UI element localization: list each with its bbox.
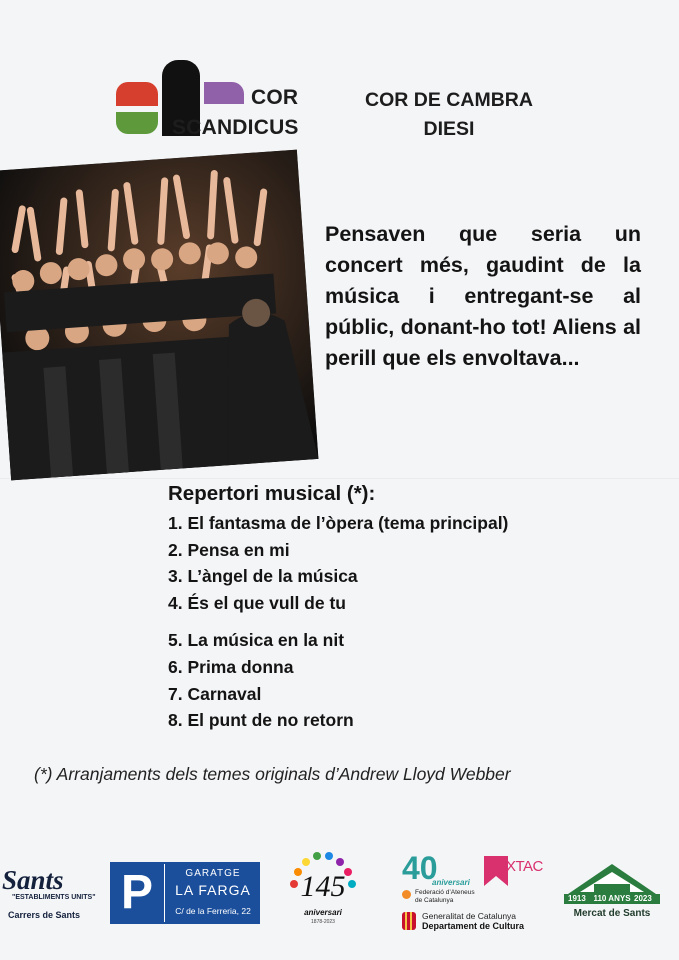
ateneus-org1: Federació d’Ateneus xyxy=(415,889,475,896)
xtac-logo xyxy=(484,856,542,896)
song-item: 7. Carnaval xyxy=(168,683,262,704)
song-item: 2. Pensa en mi xyxy=(168,539,290,560)
aniversari-number: 145 xyxy=(300,870,346,903)
sants-subtitle: Carrers de Sants xyxy=(8,910,81,920)
aniversari-years: 1878-2023 xyxy=(311,919,335,925)
paper-fold xyxy=(0,478,679,479)
mercat-name: Mercat de Sants xyxy=(573,908,651,919)
ateneus-org2: de Catalunya xyxy=(415,897,454,904)
garatge-line2: LA FARGA xyxy=(175,882,251,898)
green-bar xyxy=(116,112,158,134)
garatge-la-farga-logo xyxy=(110,862,260,924)
repertoire-title: Repertori musical (*): xyxy=(168,482,376,505)
song-item: 6. Prima donna xyxy=(168,656,294,677)
mercat-anniversary: 110 ANYS xyxy=(593,894,631,903)
choir-line2: DIESI xyxy=(423,118,475,140)
garatge-line1: GARATGE xyxy=(185,868,241,879)
song-item: 1. El fantasma de l’òpera (tema principal) xyxy=(168,513,509,533)
aniversari-label: aniversari xyxy=(304,908,342,917)
aniversari-145-logo xyxy=(288,850,358,928)
xtac-name: XTAC xyxy=(506,858,543,875)
ateneus-icon xyxy=(402,890,411,899)
song-item: 3. L’àngel de la música xyxy=(168,566,358,587)
generalitat-line2: Departament de Cultura xyxy=(422,921,525,931)
sants-name: Sants xyxy=(2,865,64,895)
mercat-de-sants-logo xyxy=(564,862,660,930)
logo-line1: COR xyxy=(251,86,299,109)
ateneus-label: aniversari xyxy=(432,878,470,887)
choir-illustration xyxy=(0,150,318,481)
garatge-address: C/ de la Ferreria, 22 xyxy=(175,906,251,916)
song-list xyxy=(168,510,508,734)
purple-bar xyxy=(204,82,244,104)
footnote: (*) Arranjaments dels temes originals d’Andrew Lloyd Webber xyxy=(34,764,511,784)
song-item: 4. És el que vull de tu xyxy=(168,592,346,613)
parking-letter: P xyxy=(120,866,153,919)
choir-line1: COR DE CAMBRA xyxy=(365,89,533,111)
generalitat-logo xyxy=(402,910,552,934)
mercat-year-end: 2023 xyxy=(634,894,652,903)
choir-name xyxy=(350,86,548,144)
xtac-mark-icon xyxy=(484,856,508,886)
intro-text: Pensaven que seria un concert més, gaudint de la música i entregant-se al públic, donant-ho tot! Aliens al perill que els envoltava... xyxy=(325,222,641,370)
choir-photo xyxy=(0,150,318,481)
ateneus-number: 40 xyxy=(402,850,438,886)
song-item: 8. El punt de no retorn xyxy=(168,710,354,731)
sants-tagline: "ESTABLIMENTS UNITS" xyxy=(12,894,96,901)
mercat-year-start: 1913 xyxy=(568,894,586,903)
logo-line2: SCANDICUS xyxy=(172,116,299,139)
sants-logo xyxy=(2,866,98,926)
generalitat-line1: Generalitat de Catalunya xyxy=(422,911,517,921)
red-bar xyxy=(116,82,158,106)
song-item: 5. La música en la nit xyxy=(168,630,345,651)
senyera-icon xyxy=(402,912,416,930)
ateneus-40-logo xyxy=(402,852,482,908)
cor-scandicus-logo xyxy=(116,60,306,140)
